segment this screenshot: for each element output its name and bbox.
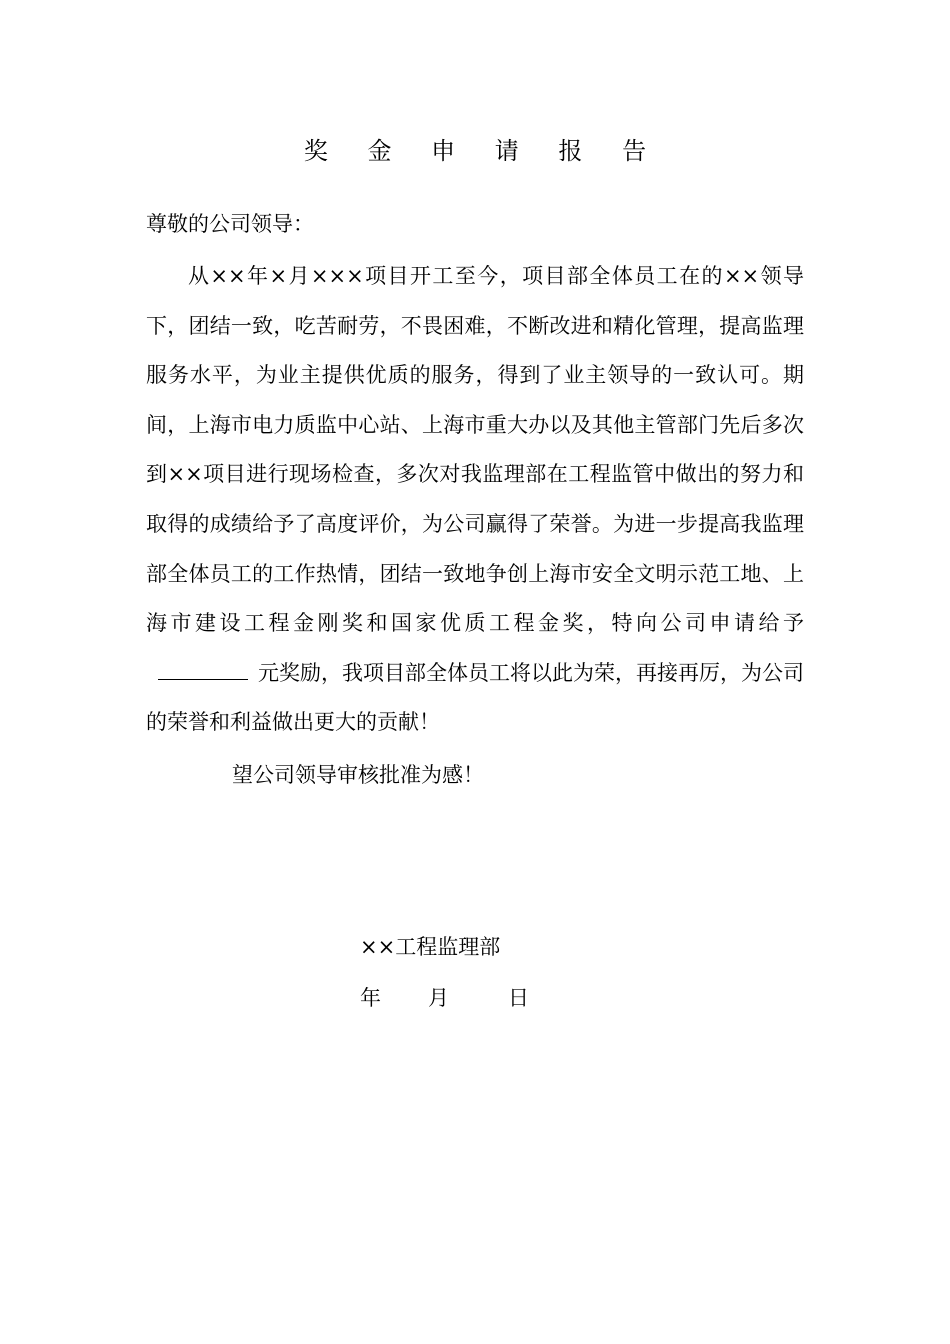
signature-department: ××工程监理部: [360, 935, 501, 959]
body-paragraph: [146, 252, 804, 748]
body-text-part1: 从××年×月×××项目开工至今，项目部全体员工在的××领导下，团结一致，吃苦耐劳，不畏困难，不断改进和精化管理，提高监理服务水平，为业主提供优质的服务，得到了业主领导的一致认可。期间，上海市电力质监中心站、上海市重大办以及其他主管部门先后多次到××项目进行现场检查，多次对我监理部在工程监管中做出的努力和取得的成绩给予了高度评价，为公司赢得了荣誉。为进一步提高我监理部全体员工的工作热情，团结一致地争创上海市安全文明示范工地、上海市建设工程金刚奖和国家优质工程金奖，特向公司申请给予: [146, 264, 804, 636]
salutation: 尊敬的公司领导：: [146, 212, 314, 236]
date-day-label: 日: [508, 986, 529, 1010]
date-month-label: 月: [428, 986, 449, 1010]
body-text-part2: 元奖励，我项目部全体员工将以此为荣，再接再厉，为公司的荣誉和利益做出更大的贡献！: [146, 660, 804, 735]
closing-request: 望公司领导审核批准为感！: [232, 763, 484, 787]
date-year-label: 年: [360, 986, 381, 1010]
document-title: 奖 金 申 请 报 告: [303, 137, 663, 165]
amount-blank-field[interactable]: [158, 661, 248, 680]
